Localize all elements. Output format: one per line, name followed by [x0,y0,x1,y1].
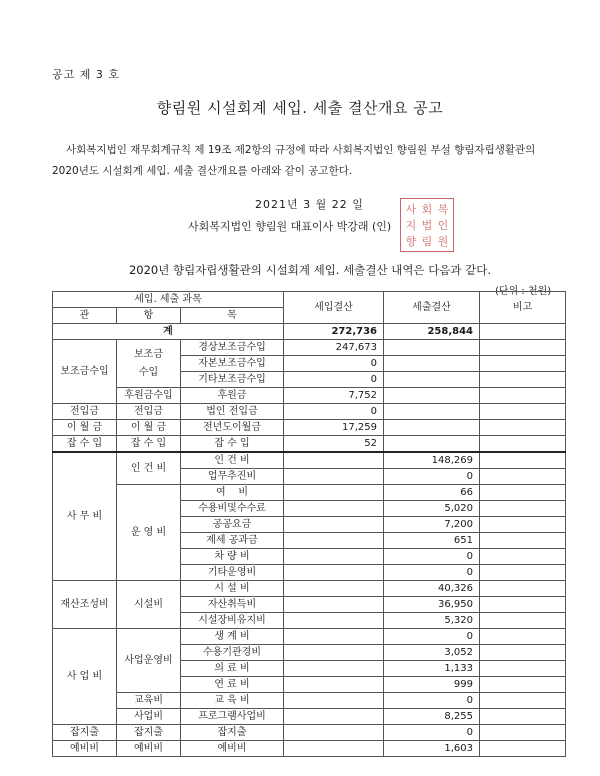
seal-glyph: 인 [437,218,449,232]
announcement-paragraph [52,140,562,182]
remark-cell [480,661,566,677]
revenue-cell [284,597,384,613]
remark-cell [480,501,566,517]
hang-cell: 사업비 [117,709,181,725]
mok-cell: 생 계 비 [181,629,284,645]
total-label: 계 [53,324,284,340]
revenue-cell [284,517,384,533]
header-hang: 항 [117,308,181,324]
remark-cell [480,485,566,501]
hang-cell: 교육비 [117,693,181,709]
expense-cell [384,436,480,453]
expense-cell: 8,255 [384,709,480,725]
remark-cell [480,549,566,565]
table-subtitle: 2020년 향림자립생활관의 시설회계 세입. 세출결산 내역은 다음과 같다. [128,263,492,277]
mok-cell: 예비비 [181,741,284,757]
gwan-cell: 전입금 [53,404,117,420]
remark-cell [480,677,566,693]
remark-cell [480,340,566,356]
expense-cell: 0 [384,549,480,565]
table-row [53,452,566,469]
mok-cell: 후원금 [181,388,284,404]
page-title: 향림원 시설회계 세입. 세출 결산개요 공고 [156,99,444,117]
header-row [53,292,566,308]
gwan-cell: 보조금수입 [53,340,117,404]
remark-cell [480,709,566,725]
revenue-cell [284,565,384,581]
table-row [53,693,566,709]
gwan-cell: 이 월 금 [53,420,117,436]
revenue-cell [284,709,384,725]
remark-cell [480,469,566,485]
hang-cell: 후원금수입 [117,388,181,404]
remark-cell [480,452,566,469]
mok-cell: 기타운영비 [181,565,284,581]
revenue-cell [284,693,384,709]
announcement-date: 2021년 3 월 22 일 [255,198,364,211]
revenue-cell: 0 [284,372,384,388]
mok-cell: 여 비 [181,485,284,501]
remark-cell [480,517,566,533]
mok-cell: 잡 수 입 [181,436,284,453]
table-row [53,436,566,453]
hang-cell: 보조금 수입 [117,340,181,388]
expense-cell: 651 [384,533,480,549]
expense-cell: 36,950 [384,597,480,613]
expense-cell: 66 [384,485,480,501]
expense-cell: 0 [384,725,480,741]
hang-cell: 예비비 [117,741,181,757]
gwan-cell: 사 무 비 [53,452,117,581]
table-row [53,340,566,356]
table-row [53,709,566,725]
mok-cell: 의 료 비 [181,661,284,677]
revenue-cell [284,549,384,565]
hang-cell: 시설비 [117,581,181,629]
expense-cell [384,356,480,372]
revenue-cell: 7,752 [284,388,384,404]
mok-cell: 수용비및수수료 [181,501,284,517]
table-row [53,420,566,436]
revenue-cell [284,469,384,485]
document-number: 공고 제 3 호 [52,68,120,81]
revenue-cell [284,501,384,517]
seal-glyph: 지 [405,218,417,232]
revenue-cell: 0 [284,404,384,420]
revenue-cell [284,533,384,549]
expense-cell [384,372,480,388]
gwan-cell: 예비비 [53,741,117,757]
mok-cell: 전년도이월금 [181,420,284,436]
mok-cell: 공공요금 [181,517,284,533]
remark-cell [480,597,566,613]
expense-cell [384,420,480,436]
mok-cell: 잡지출 [181,725,284,741]
mok-cell: 시 설 비 [181,581,284,597]
expense-cell [384,404,480,420]
header-revenue: 세입결산 [284,292,384,324]
seal-glyph: 사 [405,202,417,216]
expense-cell: 0 [384,469,480,485]
remark-cell [480,324,566,340]
remark-cell [480,372,566,388]
unit-label: (단위 : 천원) [495,286,552,297]
revenue-cell [284,661,384,677]
remark-cell [480,613,566,629]
hang-cell: 전입금 [117,404,181,420]
gwan-cell: 사 업 비 [53,629,117,725]
remark-cell [480,629,566,645]
settlement-table [52,291,566,757]
table-row [53,485,566,501]
remark-cell [480,581,566,597]
expense-cell: 5,320 [384,613,480,629]
remark-cell [480,741,566,757]
revenue-cell [284,741,384,757]
table-row [53,404,566,420]
revenue-cell: 0 [284,356,384,372]
mok-cell: 수용기관경비 [181,645,284,661]
mok-cell: 교 육 비 [181,693,284,709]
mok-cell: 제세 공과금 [181,533,284,549]
expense-cell: 1,603 [384,741,480,757]
gwan-cell: 재산조성비 [53,581,117,629]
remark-cell [480,533,566,549]
revenue-cell [284,452,384,469]
hang-cell: 잡지출 [117,725,181,741]
revenue-cell [284,581,384,597]
remark-cell [480,436,566,453]
revenue-cell [284,645,384,661]
total-expense: 258,844 [384,324,480,340]
remark-cell [480,725,566,741]
mok-cell: 연 료 비 [181,677,284,693]
mok-cell: 기타보조금수입 [181,372,284,388]
expense-cell: 5,020 [384,501,480,517]
official-seal [400,198,454,252]
header-expense: 세출결산 [384,292,480,324]
total-revenue: 272,736 [284,324,384,340]
remark-cell [480,356,566,372]
hang-cell: 운 영 비 [117,485,181,581]
mok-cell: 법인 전입금 [181,404,284,420]
expense-cell: 1,133 [384,661,480,677]
mok-cell: 인 건 비 [181,452,284,469]
revenue-cell: 247,673 [284,340,384,356]
hang-cell: 잡 수 입 [117,436,181,453]
remark-cell [480,693,566,709]
expense-cell [384,388,480,404]
expense-cell: 148,269 [384,452,480,469]
table-row [53,581,566,597]
mok-cell: 차 량 비 [181,549,284,565]
expense-cell: 0 [384,565,480,581]
remark-cell [480,645,566,661]
expense-cell: 3,052 [384,645,480,661]
seal-glyph: 원 [437,234,449,248]
remark-cell [480,420,566,436]
header-group: 세입. 세출 과목 [53,292,284,308]
mok-cell: 자산취득비 [181,597,284,613]
revenue-cell [284,677,384,693]
table-row [53,725,566,741]
revenue-cell: 52 [284,436,384,453]
table-row [53,388,566,404]
gwan-cell: 잡 수 입 [53,436,117,453]
expense-cell: 0 [384,693,480,709]
expense-cell: 0 [384,629,480,645]
revenue-cell [284,725,384,741]
gwan-cell: 잡지출 [53,725,117,741]
header-mok: 목 [181,308,284,324]
table-row [53,741,566,757]
hang-cell: 인 건 비 [117,452,181,485]
mok-cell: 경상보조금수입 [181,340,284,356]
seal-glyph: 법 [421,218,433,232]
seal-glyph: 복 [437,202,449,216]
seal-glyph: 림 [421,234,433,248]
paragraph-text: 사회복지법인 재무회계규칙 제 19조 제2항의 규정에 따라 사회복지법인 향림원 부설 향림자립생활관의 2020년도 시설회계 세입. 세출 결산개요를 아래와 같이 공고한다. [52,144,536,177]
total-row [53,324,566,340]
expense-cell [384,340,480,356]
seal-glyph: 향 [405,234,417,248]
mok-cell: 업무추진비 [181,469,284,485]
seal-glyph: 회 [421,202,433,216]
remark-cell [480,565,566,581]
revenue-cell [284,629,384,645]
mok-cell: 자본보조금수입 [181,356,284,372]
signer-line: 사회복지법인 향림원 대표이사 박강래 (인) [188,220,392,233]
hang-cell: 사업운영비 [117,629,181,693]
remark-cell [480,388,566,404]
mok-cell: 프로그램사업비 [181,709,284,725]
revenue-cell: 17,259 [284,420,384,436]
header-gwan: 관 [53,308,117,324]
table-row [53,629,566,645]
hang-cell: 이 월 금 [117,420,181,436]
expense-cell: 999 [384,677,480,693]
remark-cell [480,404,566,420]
header-remark: 비고 [480,292,566,324]
mok-cell: 시설장비유지비 [181,613,284,629]
expense-cell: 40,326 [384,581,480,597]
revenue-cell [284,485,384,501]
expense-cell: 7,200 [384,517,480,533]
revenue-cell [284,613,384,629]
